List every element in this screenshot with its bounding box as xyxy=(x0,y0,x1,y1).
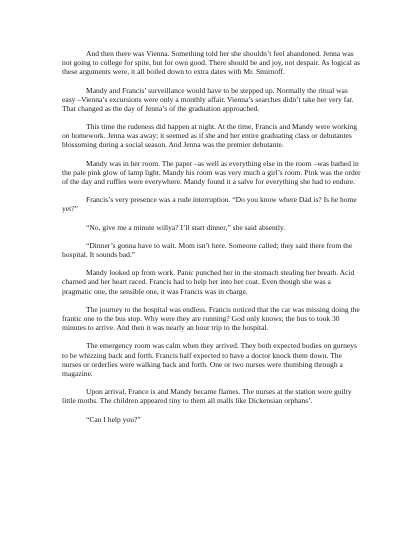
paragraph: And then there was Vienna. Something told her she shouldn’t feel abandoned. Jenna was not going to college for spite, but for own good. There should be and joy, not despair. As logical as these arguments were, it all boiled down to extra dates with Mr. Smirnoff. xyxy=(62,49,361,77)
paragraph: “No, give me a minute willya? I’ll start dinner,” she said absently. xyxy=(86,222,286,232)
paragraph: The journey to the hospital was endless. Francis noticed that the car was missing doing the frantic one to the bus stop. Why were they are running? God only knows; the bus to took 30 minutes to arrive. And then it was nearly an hour trip to the hospital. xyxy=(62,304,360,333)
paragraph: Mandy looked up from work. Panic punched her in the stomach stealing her breath. Acid charned and her heart raced. Francis had to help her into her coat. Even though she was a pragmatic one, the sensible one, it was Francis was in charge. xyxy=(62,268,355,296)
paragraph: Mandy was in her room. The paper –as well as everything else in the room –was bathed in the pale pink glow of lamp light. Mandy his room was very much a girl’s room. Pink was the order of the day and ruffles were everywhere. Mandy found it a salve for everything she had to endure. xyxy=(62,158,361,186)
paragraph: Upon arrival, France is and Mandy became flames. The nurses at the station were guilty little moths. The children appeared tiny to them all malls like Dickensian orphans’. xyxy=(62,387,352,406)
paragraph: The emergency room was calm when they arrived. They both expected bodies on gurneys to be whizzing back and forth. Francis half expected to have a doctor knock them down. The nurses or orderlies were walking back and forth. One or two nurses were thumbing through a magazine. xyxy=(62,341,357,378)
paragraph: Mandy and Francis’ surveillance would have to be stepped up. Normally the ritual was easy –Vienna’s excursions were only a monthly affair. Vienna’s searches didn’t take her very far. That changed as the day of Jenna’s of the graduation approached. xyxy=(62,85,354,113)
paragraph: “Dinner’s gonna have to wait. Mom isn’t here. Someone called; they said there from the hospital. It sounds bad.” xyxy=(62,240,353,260)
paragraph: Francis’s very presence was a rude interruption. “Do you know where Dad is? Is he home yet?” xyxy=(62,195,357,214)
paragraph: “Can I help you?” xyxy=(86,414,141,424)
paragraph: This time the rudeness did happen at night. At the time, Francis and Mandy were working on homework. Jenna was away; it seemed as if she and her entire graduating class or debutantes blossoming during a social season. And Jenna was the premier debutante. xyxy=(62,122,358,150)
document-body xyxy=(62,49,362,433)
